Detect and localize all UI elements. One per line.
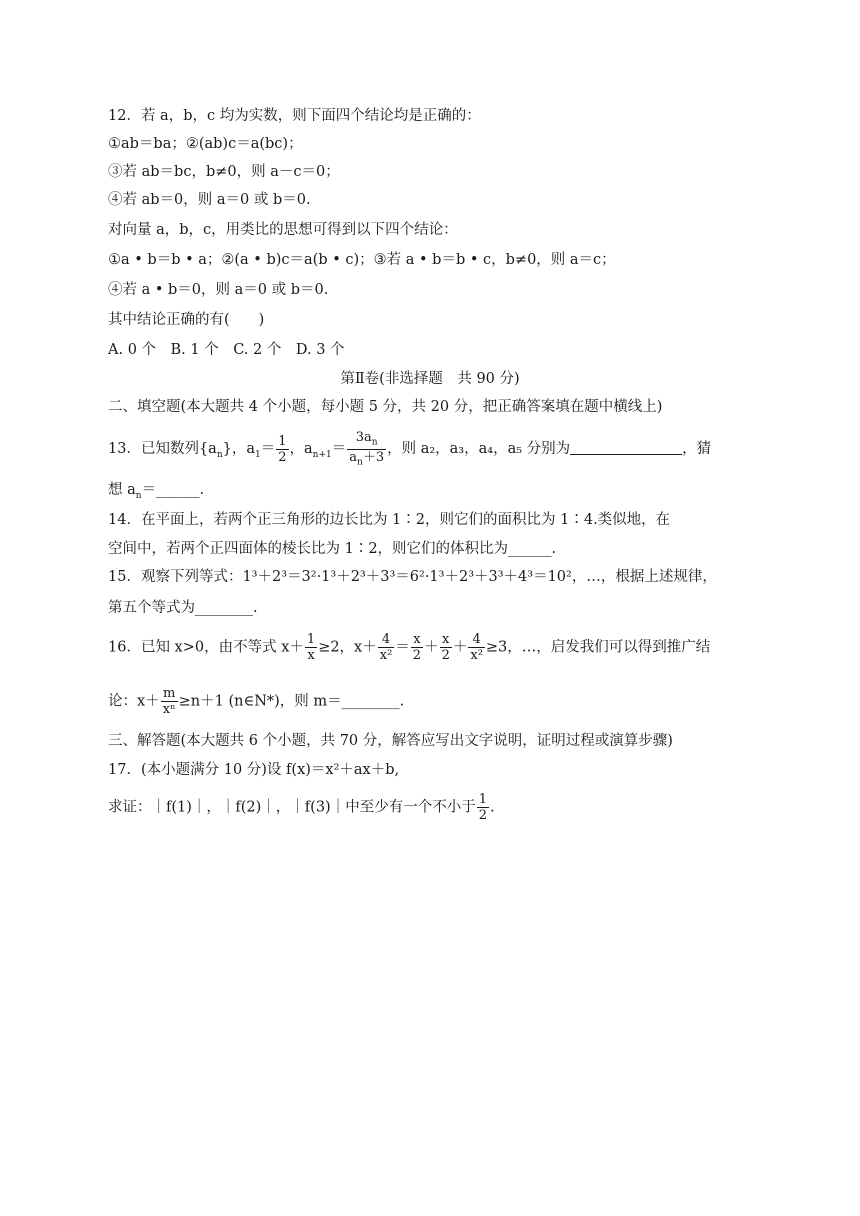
q16-line2: 论：x＋ $\frac{m}{\text{xⁿ}}$ ≥n＋1 (n∈N*)，则 m＝________. — [108, 686, 405, 717]
q16-fraction-5: $\frac{4}{\text{x²}}$ — [470, 632, 483, 663]
q16-fraction-6: $\frac{m}{\text{xⁿ}}$ — [162, 686, 176, 717]
q13-line1: 13．已知数列$\{a_n\}$，$a_1=$ $\frac{1}{2}$ ，$a_{n+1}=$ $\frac{3a_n}{a_n+3}$ ，则 a₂，a₃，a₄，a₅ 分别为 ，猜 — [108, 430, 712, 468]
q12-line4: 对向量 a，b，c，用类比的思想可得到以下四个结论： — [108, 222, 458, 238]
q12-line1: ①ab＝ba；②(ab)c＝a(bc)； — [108, 136, 303, 152]
part2-title: 第Ⅱ卷(非选择题 共 90 分) — [340, 371, 520, 387]
q12-line6: ④若 a • b＝0，则 a＝0 或 b＝0. — [108, 282, 329, 298]
q15-line2: 第五个等式为________. — [108, 600, 258, 616]
q13-recurrence-fraction: $\frac{3a_n}{a_n+3}$ — [349, 430, 385, 468]
section2-heading: 二、填空题(本大题共 4 个小题，每小题 5 分，共 20 分，把正确答案填在题中横线上) — [108, 399, 663, 415]
q17-line1: 17．(本小题满分 10 分)设 f(x)＝x²＋ax＋b, — [108, 762, 400, 778]
q12-line2: ③若 ab＝bc，b≠0，则 a－c＝0； — [108, 164, 340, 180]
q12-line5: ①a • b＝b • a；②(a • b)c＝a(b • c)；③若 a • b＝b • c，b≠0，则 a＝c； — [108, 252, 616, 268]
q12-line7: 其中结论正确的有( ) — [108, 312, 265, 328]
q14-line1: 14．在平面上，若两个正三角形的边长比为 1∶2，则它们的面积比为 1∶4.类似地，在 — [108, 512, 671, 528]
q16-fraction-4: $\frac{x}{2}$ — [441, 632, 450, 663]
q13-answer-blank — [570, 440, 682, 455]
q14-line2: 空间中，若两个正四面体的棱长比为 1∶2，则它们的体积比为______. — [108, 541, 557, 557]
q12-stem: 12．若 a，b，c 均为实数，则下面四个结论均是正确的： — [108, 108, 481, 124]
q16-fraction-2: $\frac{4}{\text{x²}}$ — [379, 632, 393, 663]
q15-line1: 15．观察下列等式：1³＋2³＝3²·1³＋2³＋3³＝6²·1³＋2³＋3³＋4³＝10²，…，根据上述规律， — [108, 569, 717, 585]
q12-options: A. 0 个 B. 1 个 C. 2 个 D. 3 个 — [108, 342, 345, 358]
section3-heading: 三、解答题(本大题共 6 个小题，共 70 分，解答应写出文字说明，证明过程或演算步骤) — [108, 733, 673, 749]
q17-half-fraction: $\frac{1}{2}$ — [478, 792, 487, 823]
q13-half-fraction: $\frac{1}{2}$ — [278, 433, 287, 465]
q13-line2: 想 $a_n=\_\_\_\_\_\_$. — [108, 482, 205, 501]
q12-line3: ④若 ab＝0，则 a＝0 或 b＝0. — [108, 192, 311, 208]
q16-line1: 16．已知 x>0，由不等式 x＋ $\frac{1}{x}$ ≥2，x＋ $\frac{4}{\text{x²}}$ ＝ $\frac{x}{2}$ ＋ $\frac{x}{2}$ ＋ $\frac{4}{\text{x²}}$ ≥3，…，启发我们可以得到推广结 — [108, 632, 711, 663]
q16-fraction-3: $\frac{x}{2}$ — [412, 632, 422, 663]
q16-fraction-1: $\frac{1}{x}$ — [306, 632, 316, 663]
q17-line2: 求证：｜f(1)｜，｜f(2)｜，｜f(3)｜中至少有一个不小于 $\frac{1}{2}$ . — [108, 792, 495, 823]
